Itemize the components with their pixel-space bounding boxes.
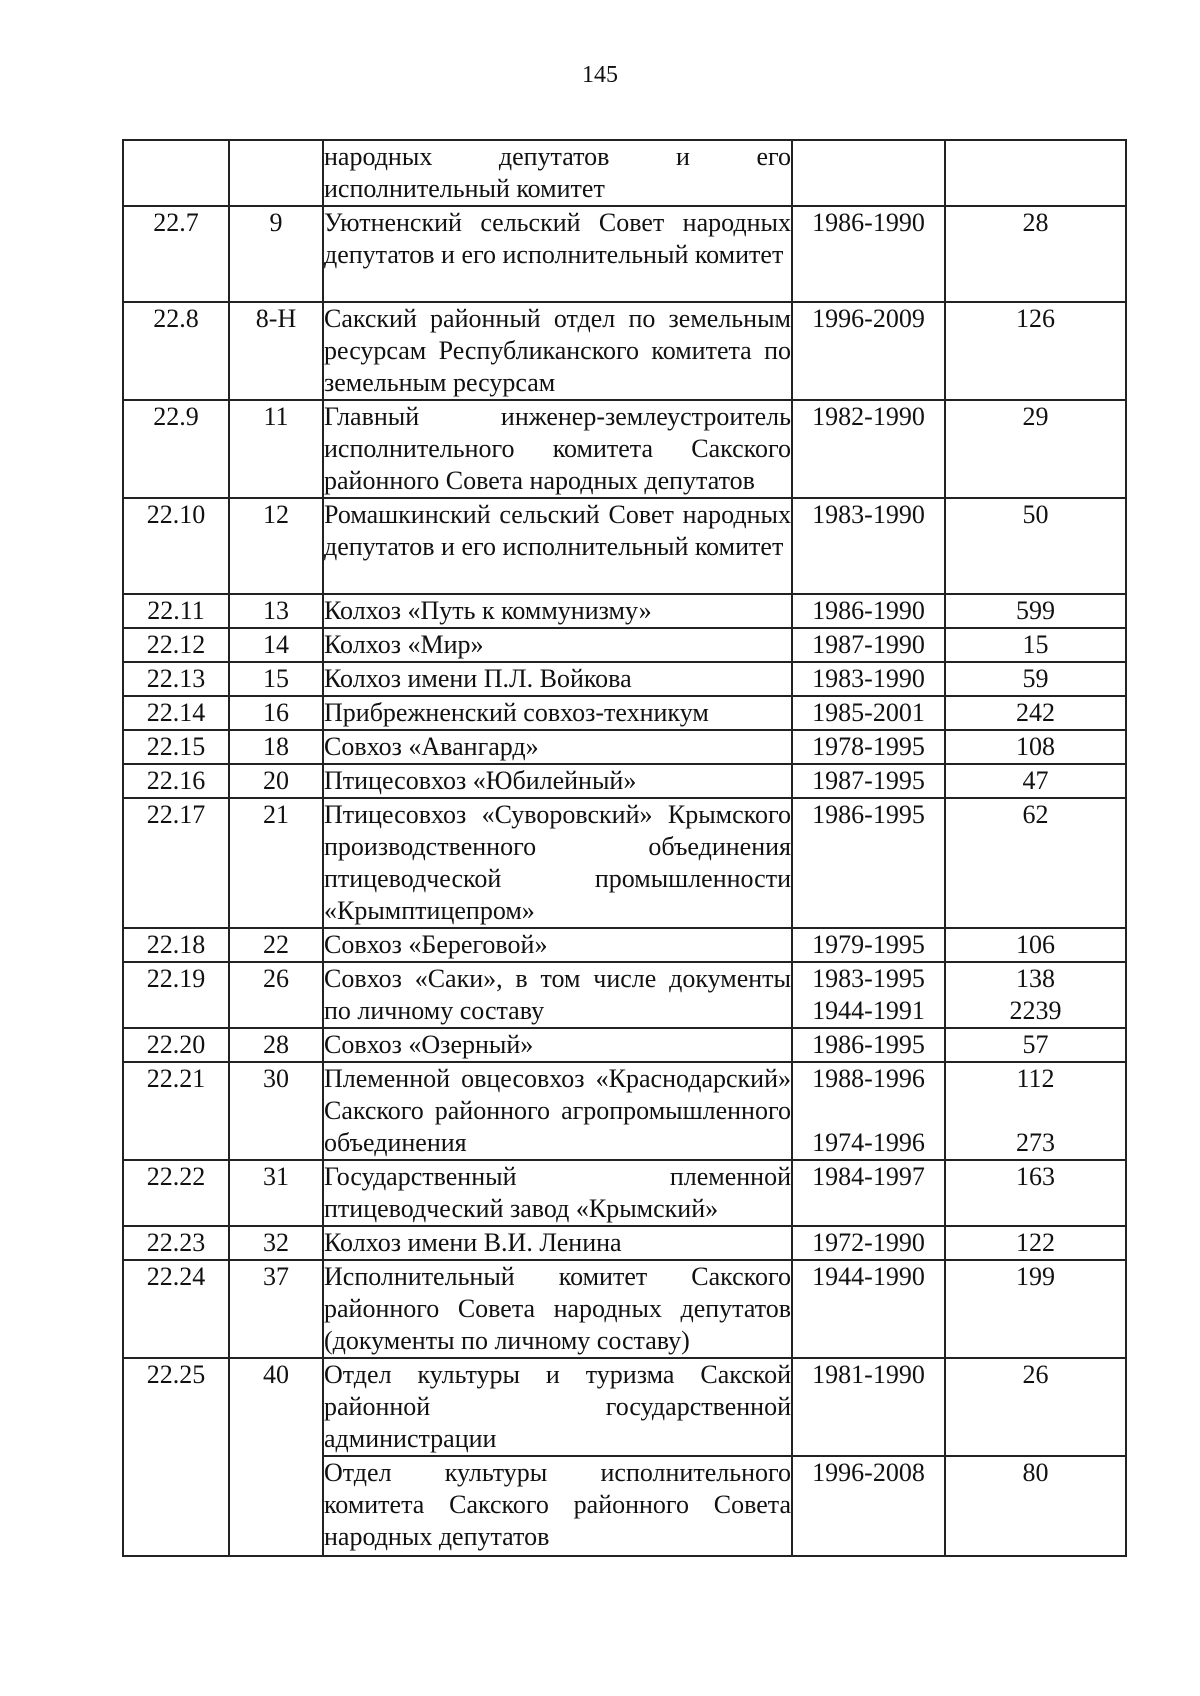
date-range: 1986-1995 bbox=[792, 1028, 945, 1062]
table-row bbox=[123, 696, 1126, 730]
item-count: 163 bbox=[945, 1160, 1126, 1226]
row-number: 22.9 bbox=[123, 400, 229, 498]
row-number: 22.8 bbox=[123, 302, 229, 400]
fund-name: Совхоз «Саки», в том числе документы по личному составу bbox=[323, 962, 792, 1028]
table-row bbox=[123, 730, 1126, 764]
item-count: 15 bbox=[945, 628, 1126, 662]
row-number: 22.13 bbox=[123, 662, 229, 696]
item-count: 29 bbox=[945, 400, 1126, 498]
row-number: 22.18 bbox=[123, 928, 229, 962]
date-range: 1996-2009 bbox=[792, 302, 945, 400]
item-count: 80 bbox=[945, 1456, 1126, 1556]
date-range: 1982-1990 bbox=[792, 400, 945, 498]
table-row bbox=[123, 928, 1126, 962]
row-number bbox=[123, 140, 229, 206]
item-count bbox=[945, 140, 1126, 206]
fund-name: Уютненский сельский Совет народных депутатов и его исполнительный комитет bbox=[323, 206, 792, 302]
item-count: 112 273 bbox=[945, 1062, 1126, 1160]
fund-name: Совхоз «Авангард» bbox=[323, 730, 792, 764]
row-number: 22.23 bbox=[123, 1226, 229, 1260]
fund-number: 13 bbox=[229, 594, 323, 628]
item-count: 106 bbox=[945, 928, 1126, 962]
fund-number: 9 bbox=[229, 206, 323, 302]
row-number: 22.20 bbox=[123, 1028, 229, 1062]
item-count: 26 bbox=[945, 1358, 1126, 1456]
fund-number: 28 bbox=[229, 1028, 323, 1062]
fund-name: Ромашкинский сельский Совет народных депутатов и его исполнительный комитет bbox=[323, 498, 792, 594]
table-row bbox=[123, 1358, 1126, 1456]
table-row bbox=[123, 764, 1126, 798]
item-count: 57 bbox=[945, 1028, 1126, 1062]
fund-number: 32 bbox=[229, 1226, 323, 1260]
item-count: 28 bbox=[945, 206, 1126, 302]
table-row bbox=[123, 498, 1126, 594]
item-count: 59 bbox=[945, 662, 1126, 696]
fund-name: Отдел культуры и туризма Сакской районной государственной администрации bbox=[323, 1358, 792, 1456]
fund-number: 22 bbox=[229, 928, 323, 962]
date-range: 1979-1995 bbox=[792, 928, 945, 962]
fund-number: 37 bbox=[229, 1260, 323, 1358]
fund-number bbox=[229, 140, 323, 206]
archive-fund-table bbox=[122, 139, 1127, 1557]
fund-number: 26 bbox=[229, 962, 323, 1028]
date-range: 1984-1997 bbox=[792, 1160, 945, 1226]
date-range: 1985-2001 bbox=[792, 696, 945, 730]
table-row bbox=[123, 594, 1126, 628]
table-row bbox=[123, 302, 1126, 400]
item-count: 108 bbox=[945, 730, 1126, 764]
item-count: 122 bbox=[945, 1226, 1126, 1260]
date-range: 1986-1995 bbox=[792, 798, 945, 928]
table-row bbox=[123, 662, 1126, 696]
fund-number: 40 bbox=[229, 1358, 323, 1556]
date-range: 1944-1990 bbox=[792, 1260, 945, 1358]
row-number: 22.14 bbox=[123, 696, 229, 730]
fund-number: 16 bbox=[229, 696, 323, 730]
item-count: 199 bbox=[945, 1260, 1126, 1358]
date-range bbox=[792, 140, 945, 206]
fund-name: Птицесовхоз «Суворовский» Крымского производственного объединения птицеводческой промышленности «Крымптицепром» bbox=[323, 798, 792, 928]
fund-name: Исполнительный комитет Сакского районного Совета народных депутатов (документы по личному составу) bbox=[323, 1260, 792, 1358]
fund-name: Прибрежненский совхоз-техникум bbox=[323, 696, 792, 730]
date-range: 1987-1990 bbox=[792, 628, 945, 662]
table-row bbox=[123, 140, 1126, 206]
date-range: 1988-1996 1974-1996 bbox=[792, 1062, 945, 1160]
fund-number: 18 bbox=[229, 730, 323, 764]
row-number: 22.17 bbox=[123, 798, 229, 928]
row-number: 22.7 bbox=[123, 206, 229, 302]
date-range: 1996-2008 bbox=[792, 1456, 945, 1556]
fund-name: Птицесовхоз «Юбилейный» bbox=[323, 764, 792, 798]
fund-name: Колхоз имени П.Л. Войкова bbox=[323, 662, 792, 696]
fund-number: 15 bbox=[229, 662, 323, 696]
table-row bbox=[123, 798, 1126, 928]
fund-number: 14 bbox=[229, 628, 323, 662]
fund-name: Совхоз «Береговой» bbox=[323, 928, 792, 962]
table-row bbox=[123, 206, 1126, 302]
item-count: 126 bbox=[945, 302, 1126, 400]
fund-number: 30 bbox=[229, 1062, 323, 1160]
table-row bbox=[123, 1226, 1126, 1260]
fund-name: народных депутатов и его исполнительный комитет bbox=[323, 140, 792, 206]
item-count: 50 bbox=[945, 498, 1126, 594]
date-range: 1987-1995 bbox=[792, 764, 945, 798]
date-range: 1986-1990 bbox=[792, 206, 945, 302]
fund-number: 21 bbox=[229, 798, 323, 928]
date-range: 1983-1995 1944-1991 bbox=[792, 962, 945, 1028]
fund-name: Колхоз «Путь к коммунизму» bbox=[323, 594, 792, 628]
table-row bbox=[123, 1028, 1126, 1062]
fund-number: 20 bbox=[229, 764, 323, 798]
date-range: 1978-1995 bbox=[792, 730, 945, 764]
date-range: 1986-1990 bbox=[792, 594, 945, 628]
row-number: 22.19 bbox=[123, 962, 229, 1028]
table-row bbox=[123, 628, 1126, 662]
row-number: 22.16 bbox=[123, 764, 229, 798]
date-range: 1983-1990 bbox=[792, 498, 945, 594]
fund-number: 31 bbox=[229, 1160, 323, 1226]
row-number: 22.11 bbox=[123, 594, 229, 628]
item-count: 62 bbox=[945, 798, 1126, 928]
fund-number: 11 bbox=[229, 400, 323, 498]
table-row bbox=[123, 400, 1126, 498]
fund-name: Колхоз имени В.И. Ленина bbox=[323, 1226, 792, 1260]
fund-number: 8-Н bbox=[229, 302, 323, 400]
row-number: 22.22 bbox=[123, 1160, 229, 1226]
fund-name: Государственный племенной птицеводческий завод «Крымский» bbox=[323, 1160, 792, 1226]
item-count: 242 bbox=[945, 696, 1126, 730]
row-number: 22.21 bbox=[123, 1062, 229, 1160]
row-number: 22.24 bbox=[123, 1260, 229, 1358]
fund-name: Совхоз «Озерный» bbox=[323, 1028, 792, 1062]
date-range: 1972-1990 bbox=[792, 1226, 945, 1260]
row-number: 22.15 bbox=[123, 730, 229, 764]
fund-name: Колхоз «Мир» bbox=[323, 628, 792, 662]
item-count: 599 bbox=[945, 594, 1126, 628]
table-row bbox=[123, 1160, 1126, 1226]
fund-number: 12 bbox=[229, 498, 323, 594]
item-count: 47 bbox=[945, 764, 1126, 798]
table-row bbox=[123, 1062, 1126, 1160]
row-number: 22.10 bbox=[123, 498, 229, 594]
row-number: 22.12 bbox=[123, 628, 229, 662]
item-count: 138 2239 bbox=[945, 962, 1126, 1028]
fund-name: Сакский районный отдел по земельным ресурсам Республиканского комитета по земельным ресурсам bbox=[323, 302, 792, 400]
table-row bbox=[123, 962, 1126, 1028]
page-number: 145 bbox=[582, 62, 618, 88]
table-row bbox=[123, 1260, 1126, 1358]
fund-name: Отдел культуры исполнительного комитета Сакского районного Совета народных депутатов bbox=[323, 1456, 792, 1556]
row-number: 22.25 bbox=[123, 1358, 229, 1556]
date-range: 1981-1990 bbox=[792, 1358, 945, 1456]
fund-name: Главный инженер-землеустроитель исполнительного комитета Сакского районного Совета народных депутатов bbox=[323, 400, 792, 498]
fund-name: Племенной овцесовхоз «Краснодарский» Сакского районного агропромышленного объединения bbox=[323, 1062, 792, 1160]
date-range: 1983-1990 bbox=[792, 662, 945, 696]
